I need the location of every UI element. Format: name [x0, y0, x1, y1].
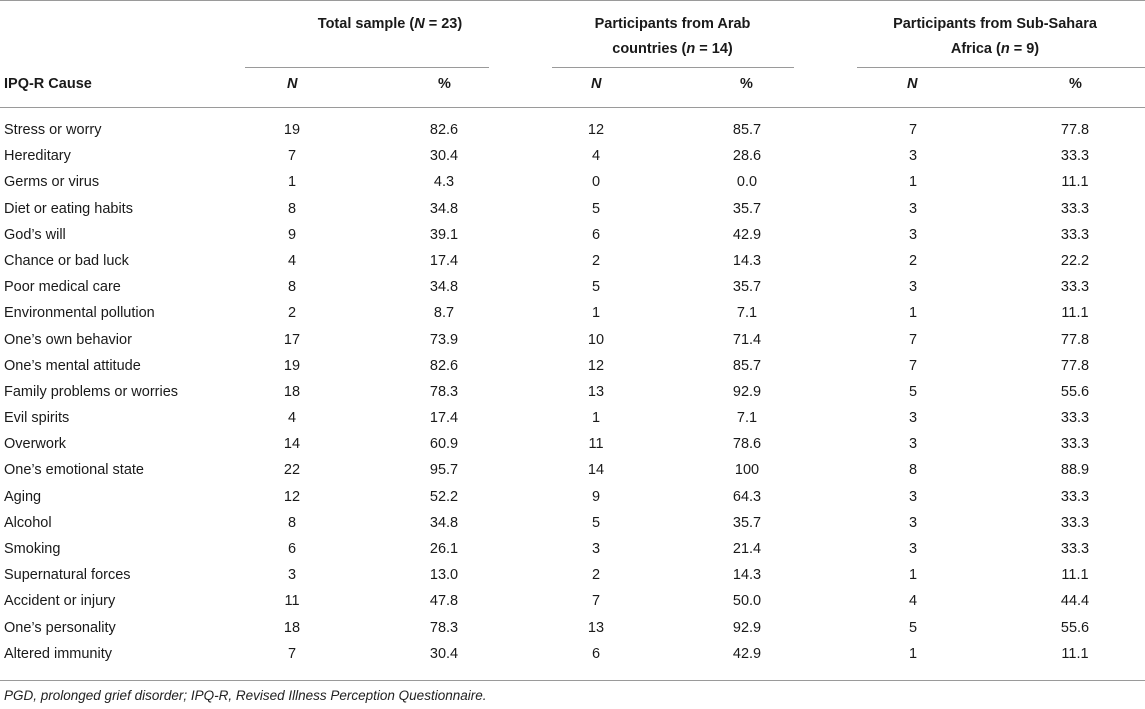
- cell-pct-arab: 35.7: [732, 514, 762, 531]
- col-header-pct-arab: %: [740, 76, 753, 92]
- cell-n-subsahara: 7: [908, 331, 918, 348]
- cell-pct-total: 34.8: [429, 279, 459, 296]
- table-row: [0, 143, 1145, 169]
- col-header-n-subsahara: N: [907, 76, 918, 92]
- cell-pct-total: 78.3: [429, 619, 459, 636]
- cell-n-subsahara: 3: [908, 514, 918, 531]
- table-row: [0, 457, 1145, 483]
- cell-pct-arab: 35.7: [732, 279, 762, 296]
- cell-n-total: 14: [283, 436, 301, 453]
- table-row: [0, 196, 1145, 222]
- cell-n-arab: 12: [587, 122, 605, 138]
- cell-pct-subsahara: 33.3: [1060, 279, 1090, 296]
- cause-cell: God’s will: [4, 226, 66, 243]
- cell-n-subsahara: 8: [908, 462, 918, 479]
- cell-pct-arab: 85.7: [732, 122, 762, 138]
- table-row: [0, 510, 1145, 536]
- cell-n-total: 1: [287, 174, 297, 191]
- cause-cell: Stress or worry: [4, 122, 102, 138]
- cell-n-subsahara: 5: [908, 383, 918, 400]
- cause-cell: Evil spirits: [4, 410, 70, 427]
- cause-cell: Overwork: [4, 436, 67, 453]
- col-header-n-arab: N: [591, 76, 602, 92]
- group-header-subsahara: Participants from Sub-Sahara Africa (n = 9): [893, 16, 1097, 57]
- cell-n-subsahara: 7: [908, 122, 918, 138]
- cell-n-arab: 2: [591, 252, 601, 269]
- cell-n-arab: 2: [591, 567, 601, 584]
- cell-n-arab: 5: [591, 200, 601, 217]
- cell-n-arab: 1: [591, 305, 601, 322]
- cell-pct-arab: 21.4: [732, 541, 762, 557]
- cell-pct-subsahara: 55.6: [1060, 383, 1090, 400]
- cause-cell: Germs or virus: [4, 174, 100, 191]
- cell-n-subsahara: 3: [908, 488, 918, 505]
- cell-pct-subsahara: 33.3: [1060, 541, 1090, 557]
- cell-n-total: 3: [287, 567, 297, 584]
- cell-pct-total: 13.0: [429, 567, 459, 584]
- cell-pct-subsahara: 22.2: [1060, 252, 1090, 269]
- cell-pct-subsahara: 44.4: [1060, 593, 1090, 610]
- cell-pct-subsahara: 77.8: [1060, 122, 1090, 138]
- table-row: [0, 274, 1145, 300]
- cell-pct-subsahara: 11.1: [1061, 567, 1089, 584]
- cell-pct-total: 95.7: [429, 462, 459, 479]
- cell-n-subsahara: 1: [908, 305, 918, 322]
- cause-cell: Poor medical care: [4, 279, 121, 296]
- cause-cell: Diet or eating habits: [4, 200, 133, 217]
- cell-n-subsahara: 3: [908, 148, 918, 165]
- table-row: [0, 327, 1145, 353]
- cell-pct-total: 30.4: [429, 148, 459, 165]
- cell-pct-subsahara: 33.3: [1060, 148, 1090, 165]
- group-rule-total: [245, 67, 489, 68]
- cause-cell: One’s mental attitude: [4, 357, 141, 374]
- cell-n-total: 4: [287, 410, 297, 427]
- cell-n-total: 19: [283, 122, 301, 138]
- cell-pct-arab: 35.7: [732, 200, 762, 217]
- cell-n-total: 7: [287, 645, 297, 662]
- cell-n-subsahara: 3: [908, 200, 918, 217]
- cause-cell: Chance or bad luck: [4, 252, 129, 269]
- cell-n-subsahara: 3: [908, 279, 918, 296]
- cell-n-arab: 5: [591, 514, 601, 531]
- cell-n-arab: 10: [587, 331, 605, 348]
- cell-n-subsahara: 1: [908, 174, 918, 191]
- cell-pct-total: 34.8: [429, 514, 459, 531]
- cell-n-total: 18: [283, 383, 301, 400]
- cell-pct-arab: 92.9: [732, 619, 762, 636]
- cell-n-arab: 11: [588, 436, 604, 453]
- cell-n-arab: 9: [591, 488, 601, 505]
- cause-cell: Altered immunity: [4, 645, 112, 662]
- cell-n-total: 22: [283, 462, 301, 479]
- cell-n-subsahara: 1: [908, 645, 918, 662]
- cell-pct-arab: 0.0: [736, 174, 758, 191]
- cause-cell: Accident or injury: [4, 593, 116, 610]
- cell-pct-total: 73.9: [429, 331, 459, 348]
- cause-cell: Hereditary: [4, 148, 71, 165]
- cell-pct-subsahara: 33.3: [1060, 200, 1090, 217]
- cell-n-arab: 3: [591, 541, 601, 557]
- col-header-n-total: N: [287, 76, 298, 92]
- cell-n-subsahara: 2: [908, 252, 918, 269]
- cell-pct-arab: 7.1: [736, 410, 758, 427]
- cell-n-subsahara: 3: [908, 436, 918, 453]
- cell-pct-total: 30.4: [429, 645, 459, 662]
- cell-n-subsahara: 3: [908, 410, 918, 427]
- cell-n-arab: 6: [591, 645, 601, 662]
- table-row: [0, 562, 1145, 588]
- cell-pct-arab: 64.3: [732, 488, 762, 505]
- cell-pct-arab: 42.9: [732, 226, 762, 243]
- cell-n-arab: 12: [587, 357, 605, 374]
- cause-cell: Smoking: [4, 541, 61, 557]
- cell-pct-total: 26.1: [429, 541, 459, 557]
- table-bottom-rule: [0, 680, 1145, 681]
- cell-pct-total: 8.7: [433, 305, 455, 322]
- cell-pct-subsahara: 33.3: [1060, 410, 1090, 427]
- cause-cell: One’s own behavior: [4, 331, 132, 348]
- cell-pct-arab: 14.3: [732, 252, 762, 269]
- table-row: [0, 353, 1145, 379]
- cell-pct-total: 60.9: [429, 436, 459, 453]
- cause-cell: Environmental pollution: [4, 305, 155, 322]
- cell-pct-subsahara: 33.3: [1060, 436, 1090, 453]
- cell-n-subsahara: 1: [908, 567, 918, 584]
- table-row: [0, 300, 1145, 326]
- cell-n-total: 18: [283, 619, 301, 636]
- col-header-pct-total: %: [438, 76, 451, 92]
- cell-pct-subsahara: 88.9: [1060, 462, 1090, 479]
- table-row: [0, 431, 1145, 457]
- table-row: [0, 615, 1145, 641]
- table-row: [0, 405, 1145, 431]
- table-footnote: PGD, prolonged grief disorder; IPQ-R, Revised Illness Perception Questionnaire.: [4, 688, 487, 703]
- table-row: [0, 641, 1145, 667]
- cell-pct-total: 78.3: [429, 383, 459, 400]
- cell-pct-subsahara: 33.3: [1060, 226, 1090, 243]
- cell-n-arab: 5: [591, 279, 601, 296]
- cell-n-subsahara: 7: [908, 357, 918, 374]
- cell-pct-subsahara: 77.8: [1060, 331, 1090, 348]
- group-header-arab: Participants from Arab countries (n = 14): [594, 16, 751, 57]
- col-header-cause: IPQ-R Cause: [4, 76, 92, 92]
- cell-n-total: 9: [287, 226, 297, 243]
- cell-pct-total: 17.4: [429, 410, 459, 427]
- table-top-rule: [0, 0, 1145, 1]
- cell-pct-total: 4.3: [433, 174, 455, 191]
- cell-n-subsahara: 3: [908, 226, 918, 243]
- cell-n-total: 8: [287, 279, 297, 296]
- cell-pct-arab: 7.1: [736, 305, 758, 322]
- cell-n-arab: 13: [587, 619, 605, 636]
- table-row: [0, 222, 1145, 248]
- cell-pct-subsahara: 77.8: [1060, 357, 1090, 374]
- cell-n-total: 12: [283, 488, 301, 505]
- header-bottom-rule: [0, 107, 1145, 108]
- cell-n-subsahara: 4: [908, 593, 918, 610]
- table-row: [0, 536, 1145, 562]
- cell-pct-total: 47.8: [429, 593, 459, 610]
- cell-n-total: 17: [283, 331, 301, 348]
- cell-n-total: 8: [287, 200, 297, 217]
- cell-pct-total: 17.4: [429, 252, 459, 269]
- cell-n-arab: 14: [587, 462, 605, 479]
- group-header-total: Total sample (N = 23): [317, 16, 463, 32]
- cell-pct-total: 82.6: [429, 122, 459, 138]
- cause-cell: Aging: [4, 488, 42, 505]
- cell-pct-arab: 28.6: [732, 148, 762, 165]
- cell-pct-subsahara: 11.1: [1061, 305, 1089, 322]
- cell-n-arab: 6: [591, 226, 601, 243]
- cell-pct-total: 52.2: [429, 488, 459, 505]
- cell-n-total: 6: [287, 541, 297, 557]
- cell-pct-total: 39.1: [429, 226, 459, 243]
- cell-n-total: 8: [287, 514, 297, 531]
- cell-pct-arab: 92.9: [732, 383, 762, 400]
- group-rule-subsahara: [857, 67, 1145, 68]
- cell-pct-arab: 100: [734, 462, 760, 479]
- cause-cell: Supernatural forces: [4, 567, 131, 584]
- cell-pct-arab: 42.9: [732, 645, 762, 662]
- cell-pct-subsahara: 33.3: [1060, 488, 1090, 505]
- cell-n-subsahara: 5: [908, 619, 918, 636]
- cell-pct-arab: 71.4: [732, 331, 762, 348]
- col-header-pct-subsahara: %: [1069, 76, 1082, 92]
- cell-pct-subsahara: 11.1: [1061, 645, 1089, 662]
- cell-pct-subsahara: 33.3: [1060, 514, 1090, 531]
- cell-n-total: 19: [283, 357, 301, 374]
- cause-cell: Family problems or worries: [4, 383, 179, 400]
- cell-n-arab: 1: [591, 410, 601, 427]
- cell-n-arab: 13: [587, 383, 605, 400]
- cell-pct-total: 82.6: [429, 357, 459, 374]
- cell-pct-arab: 50.0: [732, 593, 762, 610]
- cell-pct-subsahara: 55.6: [1060, 619, 1090, 636]
- cell-n-total: 2: [287, 305, 297, 322]
- cell-n-total: 11: [284, 593, 300, 610]
- cause-cell: One’s personality: [4, 619, 116, 636]
- cell-pct-arab: 85.7: [732, 357, 762, 374]
- cause-cell: Alcohol: [4, 514, 52, 531]
- cause-cell: One’s emotional state: [4, 462, 144, 479]
- table-row: [0, 248, 1145, 274]
- cell-n-arab: 4: [591, 148, 601, 165]
- table-row: [0, 484, 1145, 510]
- group-rule-arab: [552, 67, 794, 68]
- cell-n-subsahara: 3: [908, 541, 918, 557]
- table-row: [0, 117, 1145, 143]
- table-body: [0, 117, 1145, 667]
- cell-n-arab: 7: [591, 593, 601, 610]
- cell-pct-total: 34.8: [429, 200, 459, 217]
- cell-n-total: 7: [287, 148, 297, 165]
- cell-pct-arab: 14.3: [732, 567, 762, 584]
- cell-pct-subsahara: 11.1: [1061, 174, 1089, 191]
- table-row: [0, 379, 1145, 405]
- cell-n-arab: 0: [591, 174, 601, 191]
- table-row: [0, 588, 1145, 614]
- cell-n-total: 4: [287, 252, 297, 269]
- cell-pct-arab: 78.6: [732, 436, 762, 453]
- table-row: [0, 169, 1145, 195]
